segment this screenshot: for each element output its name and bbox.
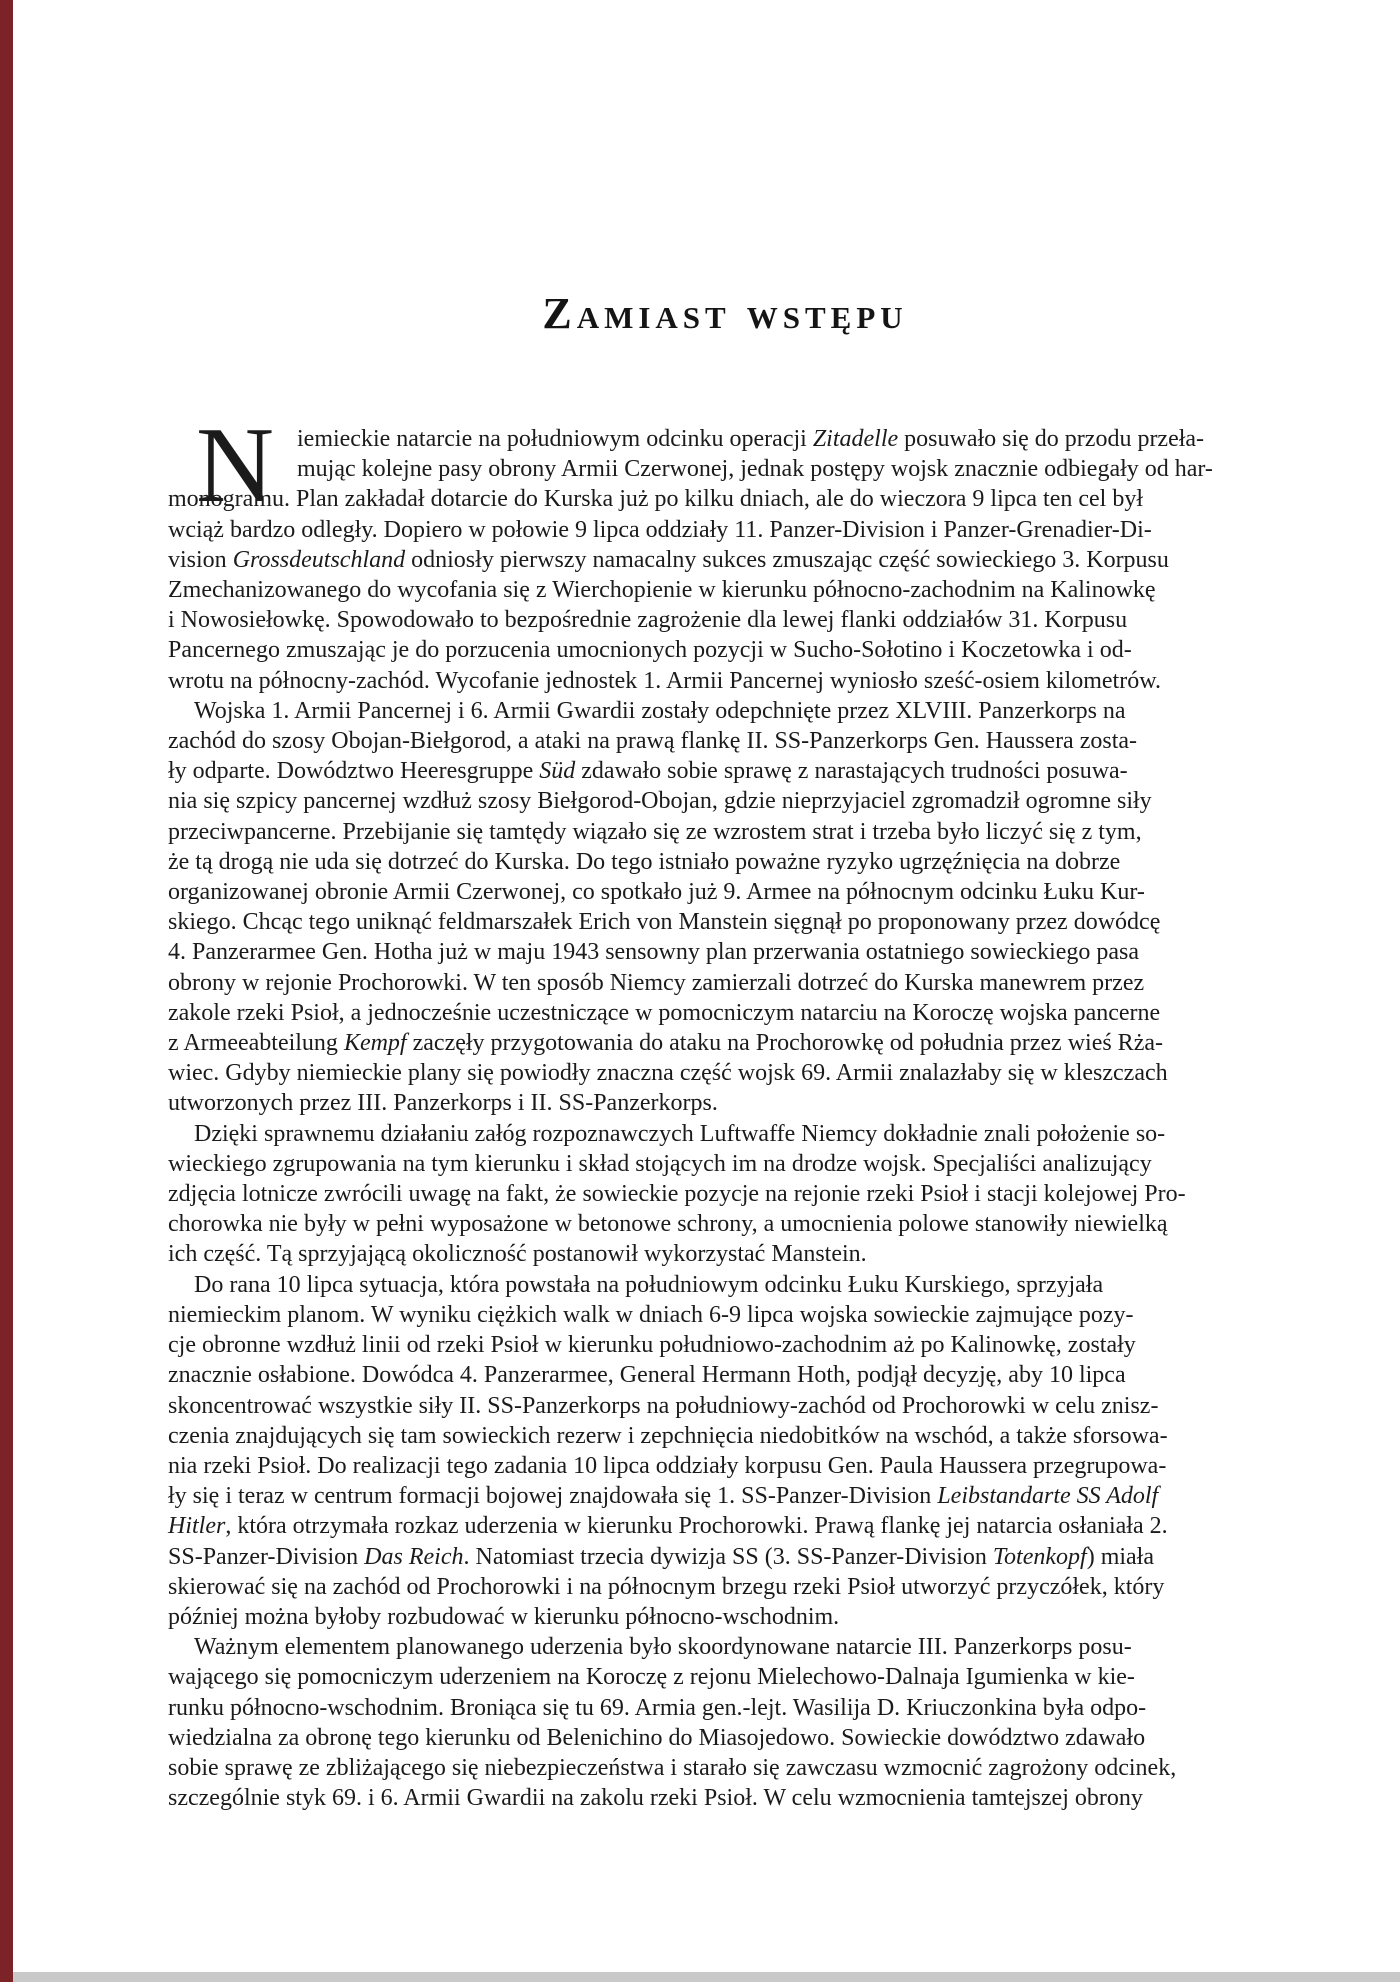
- text-line: [168, 1572, 1282, 1602]
- text-segment: przeciwpancerne. Przebijanie się tamtędy wiązało się ze wzrostem strat i trzeba było liczyć się z tym,: [168, 818, 1142, 845]
- text-segment: że tą drogą nie uda się dotrzeć do Kurska. Do tego istniało poważne ryzyko ugrzęźnięcia na dobrze: [168, 848, 1121, 875]
- text-segment: . Natomiast trzecia dywizja SS (3. SS-Panzer-Division: [463, 1543, 993, 1570]
- text-segment: nia rzeki Psioł. Do realizacji tego zadania 10 lipca oddziały korpusu Gen. Paula Haussera przegrupowa-: [168, 1452, 1167, 1479]
- text-segment: Wojska 1. Armii Pancernej i 6. Armii Gwardii zostały odepchnięte przez XLVIII. Panzerkorps na: [194, 697, 1126, 724]
- text-line: [168, 907, 1282, 937]
- italic-text: Leibstandarte SS Adolf: [937, 1483, 1159, 1510]
- text-segment: wieckiego zgrupowania na tym kierunku i skład stojących im na drodze wojsk. Specjaliści analizujący: [168, 1150, 1152, 1177]
- text-line: [168, 545, 1282, 575]
- text-segment: zachód do szosy Obojan-Biełgorod, a ataki na prawą flankę II. SS-Panzerkorps Gen. Haussera zosta-: [168, 728, 1138, 755]
- paragraph: [168, 1270, 1282, 1632]
- text-segment: wiec. Gdyby niemieckie plany się powiodły znaczna część wojsk 69. Armii znalazłaby się w kleszczach: [168, 1060, 1168, 1087]
- text-line: [168, 1783, 1282, 1813]
- text-segment: chorowka nie były w pełni wyposażone w betonowe schrony, a umocnienia polowe stanowiły niewielką: [168, 1211, 1168, 1238]
- italic-text: Grossdeutschland: [232, 546, 406, 573]
- paragraph: [168, 406, 1282, 696]
- text-line: [168, 666, 1282, 696]
- text-segment: wiedzialna za obronę tego kierunku od Belenichino do Miasojedowo. Sowieckie dowództwo zdawało: [168, 1724, 1146, 1751]
- text-segment: SS-Panzer-Division: [168, 1543, 365, 1570]
- text-line: [168, 1602, 1282, 1632]
- text-line: [168, 1662, 1282, 1692]
- italic-text: Totenkopf: [992, 1543, 1087, 1570]
- text-line: [168, 817, 1282, 847]
- text-line: [168, 1270, 1282, 1300]
- text-line: [168, 1088, 1282, 1118]
- text-line: [168, 1632, 1282, 1662]
- text-segment: organizowanej obronie Armii Czerwonej, co spotkało już 9. Armee na północnym odcinku Łuku Kur-: [168, 879, 1145, 906]
- text-line: [168, 1209, 1282, 1239]
- text-segment: skoncentrować wszystkie siły II. SS-Panzerkorps na południowy-zachód od Prochorowki w celu znisz-: [168, 1392, 1159, 1419]
- paragraph: [168, 1119, 1282, 1270]
- page-edge-left-strip: [0, 0, 13, 1982]
- text-line: [168, 1360, 1282, 1390]
- text-segment: ły się i teraz w centrum formacji bojowej znajdowała się 1. SS-Panzer-Division: [168, 1483, 938, 1510]
- text-segment: skierować się na zachód od Prochorowki i na północnym brzegu rzeki Psioł utworzyć przyczółek, który: [168, 1573, 1165, 1600]
- text-line: [168, 1723, 1282, 1753]
- text-segment: iemieckie natarcie na południowym odcinku operacji: [297, 426, 813, 452]
- text-segment: sobie sprawę ze zbliżającego się niebezpieczeństwa i starało się zawczasu wzmocnić zagrożony odcinek,: [168, 1754, 1177, 1781]
- text-segment: Ważnym elementem planowanego uderzenia było skoordynowane natarcie III. Panzerkorps posu-: [194, 1634, 1132, 1661]
- text-line: [168, 1753, 1282, 1783]
- text-line: [168, 484, 1282, 514]
- text-segment: posuwało się do przodu przeła-: [898, 426, 1205, 452]
- text-segment: cje obronne wzdłuż linii od rzeki Psioł w kierunku południowo-zachodnim aż po Kalinowkę, zostały: [168, 1332, 1136, 1359]
- text-segment: , która otrzymała rozkaz uderzenia w kierunku Prochorowki. Prawą flankę jej natarcia osłaniała 2.: [225, 1513, 1168, 1540]
- text-segment: odniosły pierwszy namacalny sukces zmuszając część sowieckiego 3. Korpusu: [405, 546, 1169, 573]
- text-segment: Dzięki sprawnemu działaniu załóg rozpoznawczych Luftwaffe Niemcy dokładnie znali położenie so-: [194, 1120, 1166, 1147]
- text-segment: niemieckim planom. W wyniku ciężkich walk w dniach 6-9 lipca wojska sowieckie zajmujące pozy-: [168, 1301, 1134, 1328]
- text-line: [168, 1058, 1282, 1088]
- text-segment: wającego się pomocniczym uderzeniem na Koroczę z rejonu Mielechowo-Dalnaja Igumienka w kie-: [168, 1664, 1135, 1691]
- text-line: [168, 847, 1282, 877]
- text-line: [168, 1239, 1282, 1269]
- text-segment: ich część. Tą sprzyjającą okoliczność postanowił wykorzystać Manstein.: [168, 1241, 867, 1268]
- italic-text: Kempf: [343, 1030, 407, 1057]
- text-segment: monogramu. Plan zakładał dotarcie do Kurska już po kilku dniach, ale do wieczora 9 lipca ten cel był: [168, 486, 1143, 513]
- text-segment: vision: [168, 546, 233, 573]
- page-title: Zamiast wstępu: [542, 289, 908, 338]
- italic-text: Zitadelle: [812, 426, 899, 452]
- text-line: [168, 726, 1282, 756]
- text-segment: ły odparte. Dowództwo Heeresgruppe: [168, 758, 540, 785]
- paragraph: [168, 696, 1282, 1119]
- text-line: [168, 605, 1282, 635]
- text-segment: obrony w rejonie Prochorowki. W ten sposób Niemcy zamierzali dotrzeć do Kurska manewrem przez: [168, 969, 1145, 996]
- text-segment: z Armeeabteilung: [168, 1030, 344, 1057]
- text-segment: skiego. Chcąc tego uniknąć feldmarszałek Erich von Manstein sięgnął po proponowany przez dowódcę: [168, 909, 1161, 936]
- text-line: [168, 877, 1282, 907]
- text-line: [168, 454, 1282, 484]
- text-line: [168, 937, 1282, 967]
- text-line: [168, 968, 1282, 998]
- text-segment: Zmechanizowanego do wycofania się z Wierchopienie w kierunku północno-zachodnim na Kalinowkę: [168, 577, 1156, 604]
- text-line: [168, 1481, 1282, 1511]
- text-segment: Pancernego zmuszając je do porzucenia umocnionych pozycji w Sucho-Sołotino i Koczetowka i od-: [168, 637, 1132, 664]
- text-line: [168, 1542, 1282, 1572]
- text-segment: runku północno-wschodnim. Broniąca się tu 69. Armia gen.-lejt. Wasilija D. Kriuczonkina była odpo-: [168, 1694, 1147, 1721]
- text-line: [168, 1693, 1282, 1723]
- text-line: [168, 1300, 1282, 1330]
- italic-text: Süd: [539, 758, 576, 785]
- text-segment: i Nowosiełowkę. Spowodowało to bezpośrednie zagrożenie dla lewej flanki oddziałów 31. Korpusu: [168, 607, 1128, 634]
- text-line: [168, 1391, 1282, 1421]
- text-line: [168, 575, 1282, 605]
- text-line: [168, 424, 1282, 454]
- text-line: [168, 1451, 1282, 1481]
- text-line: [168, 1028, 1282, 1058]
- text-line: [168, 786, 1282, 816]
- drop-cap: N: [196, 406, 274, 525]
- text-segment: ) miała: [1086, 1543, 1155, 1570]
- text-line: [168, 635, 1282, 665]
- text-line: [168, 1179, 1282, 1209]
- text-line: [168, 998, 1282, 1028]
- text-segment: zdawało sobie sprawę z narastających trudności posuwa-: [575, 758, 1128, 785]
- text-segment: utworzonych przez III. Panzerkorps i II. SS-Panzerkorps.: [168, 1090, 718, 1117]
- text-segment: czenia znajdujących się tam sowieckich rezerw i zepchnięcia niedobitków na wschód, a także sforsowa-: [168, 1422, 1168, 1449]
- text-line: [168, 1149, 1282, 1179]
- text-segment: znacznie osłabione. Dowódca 4. Panzerarmee, General Hermann Hoth, podjął decyzję, aby 10 lipca: [168, 1362, 1126, 1389]
- text-segment: nia się szpicy pancernej wzdłuż szosy Biełgorod-Obojan, gdzie nieprzyjaciel zgromadził ogromne siły: [168, 788, 1152, 815]
- text-line: [168, 1511, 1282, 1541]
- text-line: [168, 1421, 1282, 1451]
- text-line: [168, 1119, 1282, 1149]
- text-segment: wrotu na północny-zachód. Wycofanie jednostek 1. Armii Pancernej wyniosło sześć-osiem kilometrów.: [168, 667, 1161, 694]
- text-segment: 4. Panzerarmee Gen. Hotha już w maju 1943 sensowny plan przerwania ostatniego sowieckiego pasa: [168, 939, 1140, 966]
- text-segment: Do rana 10 lipca sytuacja, która powstała na południowym odcinku Łuku Kurskiego, sprzyjała: [194, 1271, 1104, 1298]
- text-segment: mując kolejne pasy obrony Armii Czerwonej, jednak postępy wojsk znacznie odbiegały od har-: [297, 456, 1213, 483]
- paragraph: [168, 1632, 1282, 1813]
- text-line: [168, 756, 1282, 786]
- text-line: [168, 1330, 1282, 1360]
- text-segment: wciąż bardzo odległy. Dopiero w połowie 9 lipca oddziały 11. Panzer-Division i Panzer-Grenadier-Di-: [168, 516, 1152, 543]
- text-line: [168, 696, 1282, 726]
- text-line: [168, 515, 1282, 545]
- text-segment: później można byłoby rozbudować w kierunku północno-wschodnim.: [168, 1603, 840, 1630]
- text-segment: zdjęcia lotnicze zwrócili uwagę na fakt, że sowieckie pozycje na rejonie rzeki Psioł i stacji kolejowej Pro-: [168, 1181, 1186, 1208]
- text-segment: zaczęły przygotowania do ataku na Prochorowkę od południa przez wieś Rża-: [406, 1030, 1163, 1057]
- italic-text: Das Reich: [364, 1543, 464, 1570]
- text-segment: szczególnie styk 69. i 6. Armii Gwardii na zakolu rzeki Psioł. W celu wzmocnienia tamtejszej obrony: [168, 1785, 1143, 1812]
- page-edge-bottom-strip: [13, 1972, 1400, 1982]
- text-segment: zakole rzeki Psioł, a jednocześnie uczestniczące w pomocniczym natarciu na Koroczę wojska pancerne: [168, 999, 1161, 1026]
- body-text: [168, 406, 1282, 1813]
- italic-text: Hitler: [168, 1513, 226, 1540]
